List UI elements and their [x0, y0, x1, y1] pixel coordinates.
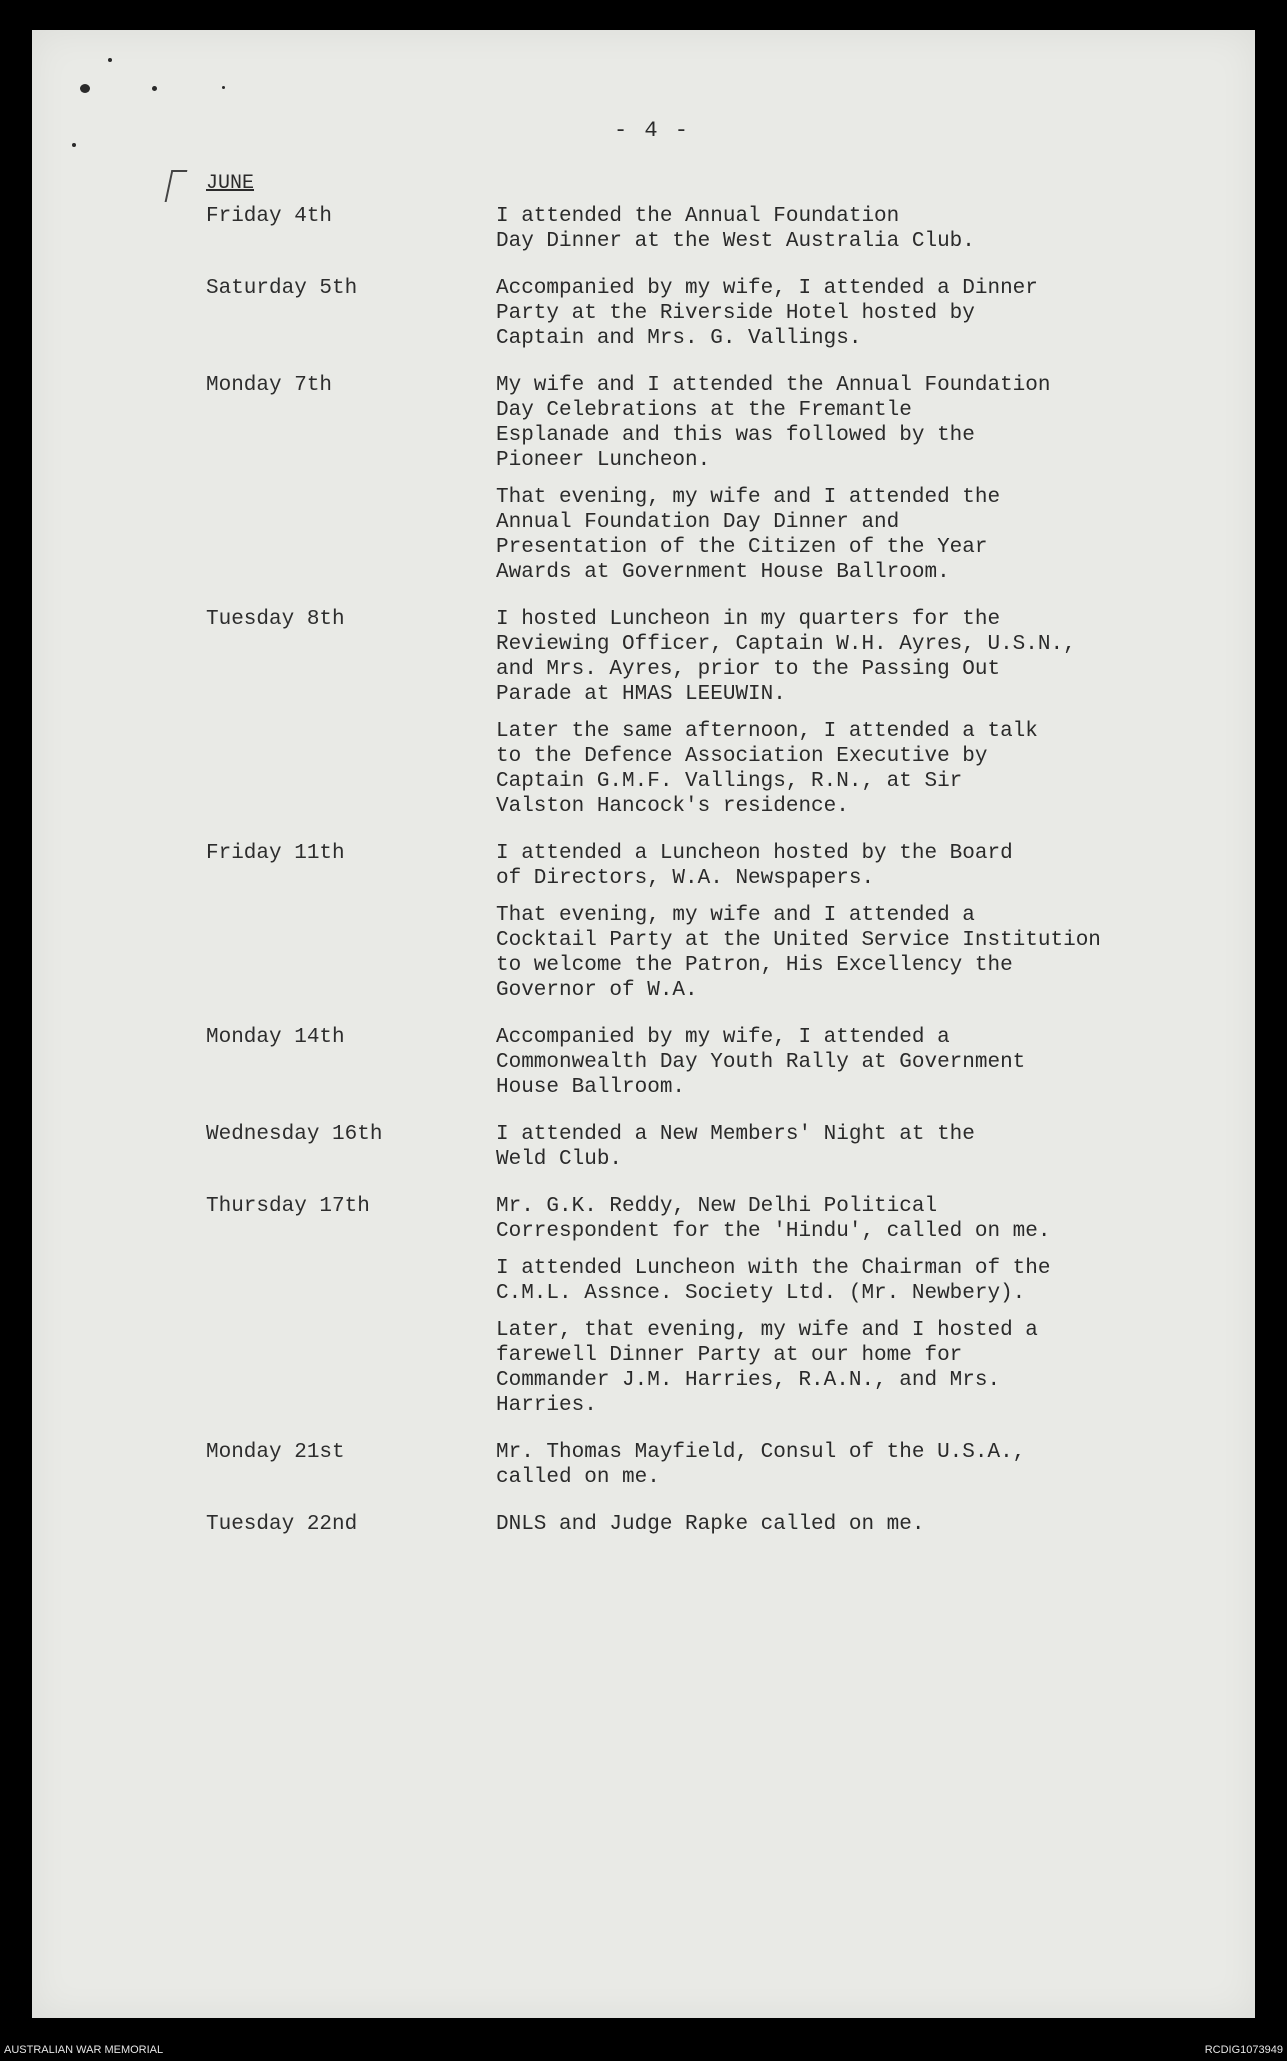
- punch-hole: [72, 143, 76, 147]
- entry-paragraph: I attended Luncheon with the Chairman of the C.M.L. Assnce. Society Ltd. (Mr. Newbery).: [496, 1257, 1051, 1305]
- entry-date: Friday 4th: [206, 205, 333, 228]
- entry-paragraph: I attended a Luncheon hosted by the Board of Directors, W.A. Newspapers.: [496, 842, 1013, 890]
- diary-entry: [206, 1025, 1246, 1100]
- entry-paragraph: DNLS and Judge Rapke called on me.: [496, 1513, 925, 1536]
- diary-entry: [206, 276, 1246, 351]
- entry-paragraph: I attended a New Members' Night at the Weld Club.: [496, 1123, 975, 1171]
- footer-id: RCDIG1073949: [1204, 2044, 1283, 2056]
- entry-date: Wednesday 16th: [206, 1123, 383, 1146]
- diary-entry: [206, 204, 1246, 254]
- entry-date: Thursday 17th: [206, 1195, 370, 1218]
- diary-entry: [206, 373, 1246, 585]
- month-heading: JUNE: [206, 172, 255, 195]
- diary-entry: [206, 1440, 1246, 1490]
- diary-entries: [206, 204, 1246, 1559]
- entry-text: [496, 204, 1246, 254]
- entry-text: [496, 1194, 1246, 1418]
- entry-date: Tuesday 22nd: [206, 1513, 358, 1536]
- diary-entry: [206, 1122, 1246, 1172]
- entry-paragraph: My wife and I attended the Annual Foundation Day Celebrations at the Fremantle Esplanade and this was followed by the Pioneer Luncheon.: [496, 374, 1051, 472]
- entry-paragraph: Mr. Thomas Mayfield, Consul of the U.S.A., called on me.: [496, 1441, 1026, 1489]
- punch-hole: [80, 84, 90, 93]
- entry-text: [496, 1440, 1246, 1490]
- entry-text: [496, 1512, 1246, 1537]
- punch-hole: [152, 86, 157, 91]
- page-number: - 4 -: [614, 118, 691, 143]
- entry-paragraph: That evening, my wife and I attended the Annual Foundation Day Dinner and Presentation of the Citizen of the Year Awards at Government House Ballroom.: [496, 486, 1001, 584]
- punch-hole: [222, 86, 225, 89]
- entry-text: [496, 1122, 1246, 1172]
- entry-text: [496, 841, 1246, 1003]
- entry-date: Friday 11th: [206, 842, 345, 865]
- entry-paragraph: Mr. G.K. Reddy, New Delhi Political Correspondent for the 'Hindu', called on me.: [496, 1195, 1051, 1243]
- entry-date: Monday 14th: [206, 1026, 345, 1049]
- diary-entry: [206, 841, 1246, 1003]
- entry-paragraph: That evening, my wife and I attended a Cocktail Party at the United Service Institution to welcome the Patron, His Excellency the Governor of W.A.: [496, 904, 1101, 1002]
- entry-paragraph: Later the same afternoon, I attended a talk to the Defence Association Executive by Captain G.M.F. Vallings, R.N., at Sir Valston Hancock's residence.: [496, 720, 1038, 818]
- entry-paragraph: Accompanied by my wife, I attended a Commonwealth Day Youth Rally at Government House Ballroom.: [496, 1026, 1026, 1099]
- entry-date: Monday 21st: [206, 1441, 345, 1464]
- entry-paragraph: Accompanied by my wife, I attended a Dinner Party at the Riverside Hotel hosted by Captain and Mrs. G. Vallings.: [496, 277, 1038, 350]
- entry-paragraph: I hosted Luncheon in my quarters for the Reviewing Officer, Captain W.H. Ayres, U.S.N., and Mrs. Ayres, prior to the Passing Out Parade at HMAS LEEUWIN.: [496, 608, 1076, 706]
- entry-text: [496, 607, 1246, 819]
- entry-date: Monday 7th: [206, 374, 333, 397]
- entry-paragraph: Later, that evening, my wife and I hosted a farewell Dinner Party at our home for Commander J.M. Harries, R.A.N., and Mrs. Harries.: [496, 1319, 1038, 1417]
- entry-text: [496, 1025, 1246, 1100]
- entry-text: [496, 373, 1246, 585]
- punch-hole: [108, 58, 112, 62]
- footer-credit: AUSTRALIAN WAR MEMORIAL: [4, 2044, 164, 2056]
- entry-date: Saturday 5th: [206, 277, 358, 300]
- diary-entry: [206, 1194, 1246, 1418]
- diary-entry: [206, 607, 1246, 819]
- diary-entry: [206, 1512, 1246, 1537]
- entry-date: Tuesday 8th: [206, 608, 345, 631]
- entry-paragraph: I attended the Annual Foundation Day Dinner at the West Australia Club.: [496, 205, 975, 253]
- entry-text: [496, 276, 1246, 351]
